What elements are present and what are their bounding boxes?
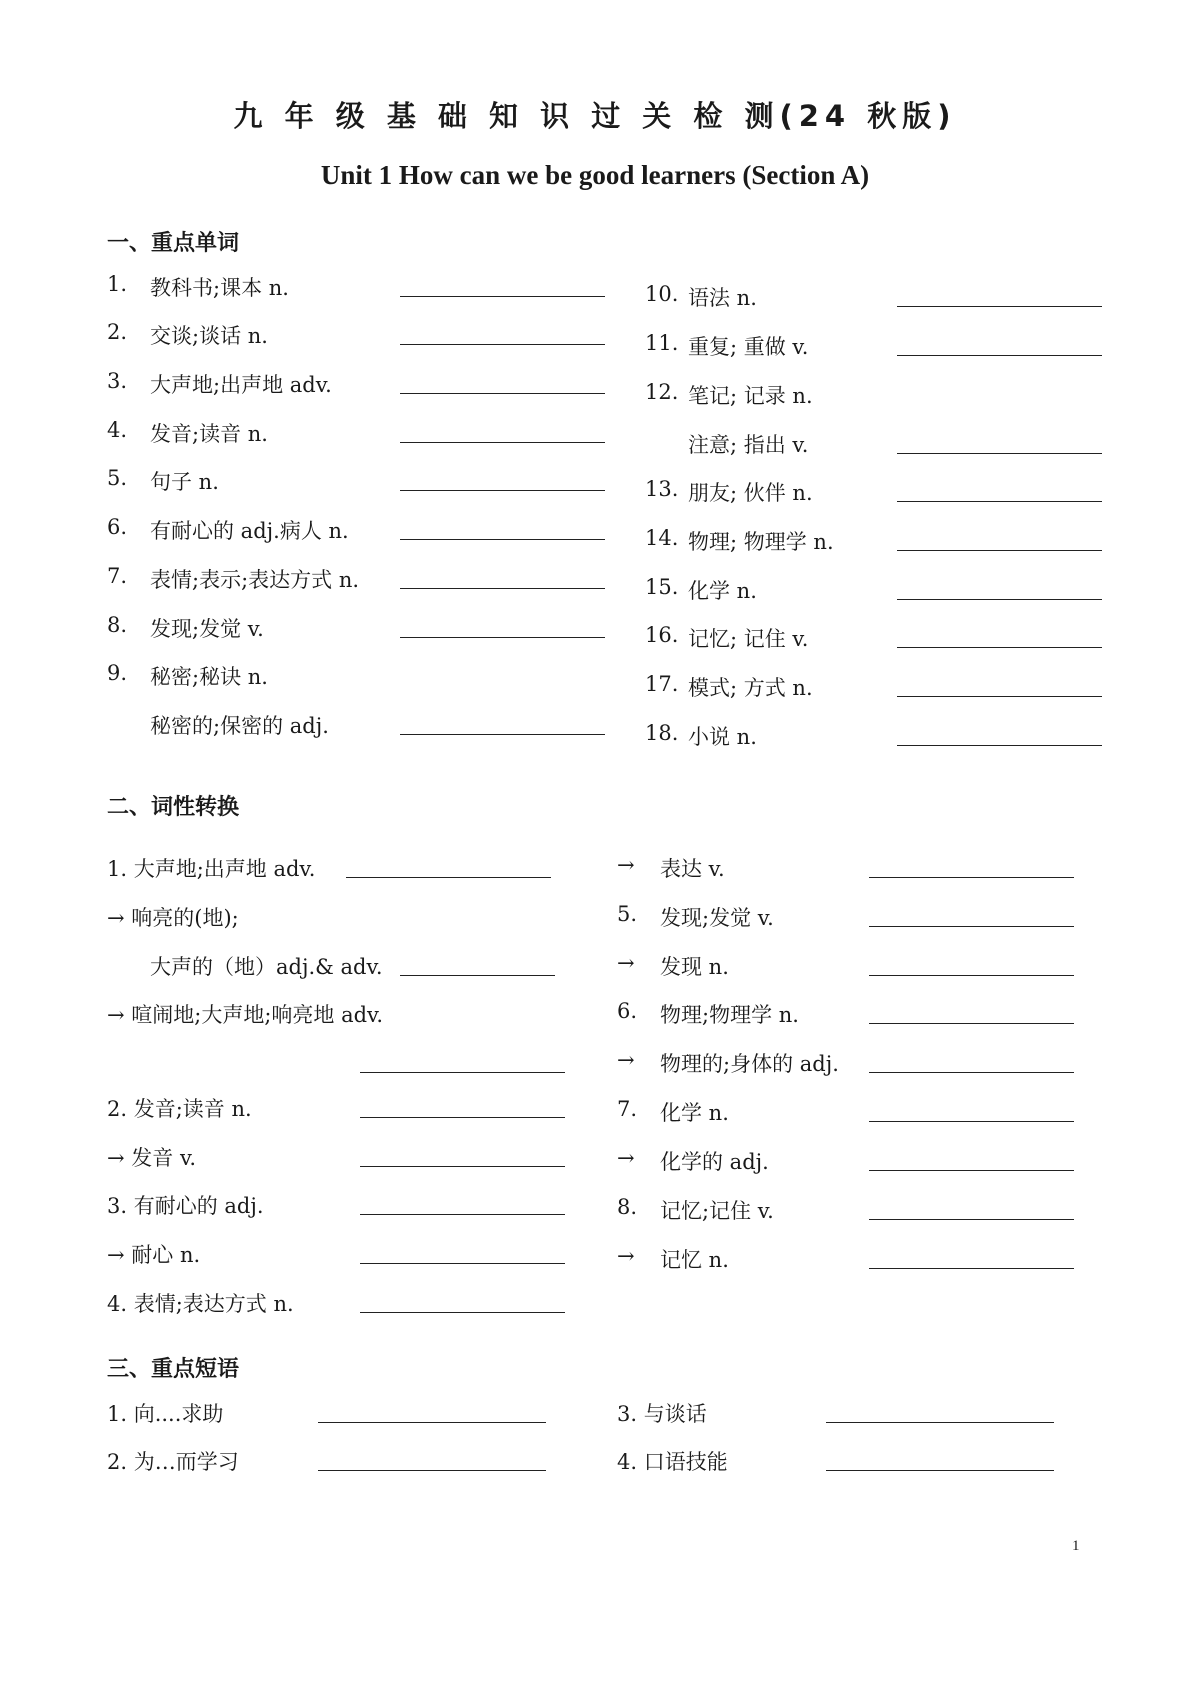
answer-blank[interactable] [400, 344, 605, 345]
vocab-num: 7. [107, 564, 128, 588]
section-heading-vocabulary: 一、重点单词 [107, 231, 240, 256]
vocab-num: 2. [107, 320, 128, 344]
vocab-text: 发现;发觉 v. [150, 617, 264, 641]
vocab-num: 9. [107, 661, 128, 685]
vocab-num: 5. [107, 466, 128, 490]
answer-blank[interactable] [897, 550, 1102, 551]
answer-blank[interactable] [346, 877, 551, 878]
conversion-item: 发现;发觉 v. [660, 906, 774, 930]
conversion-item: 4. 表情;表达方式 n. [107, 1292, 294, 1316]
vocab-num: 12. [645, 380, 679, 404]
answer-blank[interactable] [400, 296, 605, 297]
phrase-item: 2. 为…而学习 [107, 1450, 239, 1474]
answer-blank[interactable] [400, 490, 605, 491]
answer-blank[interactable] [400, 975, 555, 976]
vocab-num: 17. [645, 672, 679, 696]
conversion-num: → [617, 1048, 635, 1072]
conversion-item: → 耐心 n. [107, 1243, 201, 1267]
vocab-num: 8. [107, 613, 128, 637]
conversion-num: 7. [617, 1097, 638, 1121]
answer-blank[interactable] [869, 877, 1074, 878]
answer-blank[interactable] [360, 1263, 565, 1264]
vocab-text: 注意; 指出 v. [688, 433, 809, 457]
answer-blank[interactable] [897, 696, 1102, 697]
vocab-text: 大声地;出声地 adv. [150, 373, 332, 397]
answer-blank[interactable] [400, 588, 605, 589]
answer-blank[interactable] [400, 393, 605, 394]
answer-blank[interactable] [826, 1470, 1054, 1471]
conversion-item: 化学的 adj. [660, 1150, 769, 1174]
conversion-item: → 响亮的(地); [107, 906, 239, 930]
conversion-num: → [617, 1244, 635, 1268]
conversion-item: 3. 有耐心的 adj. [107, 1194, 264, 1218]
vocab-text: 笔记; 记录 n. [688, 384, 813, 408]
answer-blank[interactable] [360, 1166, 565, 1167]
page-title: 九 年 级 基 础 知 识 过 关 检 测(24 秋版) [233, 99, 957, 133]
vocab-text: 化学 n. [688, 579, 757, 603]
phrase-item: 1. 向....求助 [107, 1402, 224, 1426]
vocab-text: 教科书;课本 n. [150, 276, 289, 300]
vocab-num: 14. [645, 526, 679, 550]
conversion-item: → 喧闹地;大声地;响亮地 adv. [107, 1003, 384, 1027]
vocab-text: 秘密的;保密的 adj. [150, 714, 329, 738]
answer-blank[interactable] [360, 1312, 565, 1313]
answer-blank[interactable] [869, 1170, 1074, 1171]
conversion-item: 化学 n. [660, 1101, 729, 1125]
section-heading-conversion: 二、词性转换 [107, 795, 240, 820]
vocab-text: 句子 n. [150, 470, 219, 494]
answer-blank[interactable] [400, 539, 605, 540]
answer-blank[interactable] [826, 1422, 1054, 1423]
answer-blank[interactable] [869, 1219, 1074, 1220]
conversion-num: 6. [617, 999, 638, 1023]
answer-blank[interactable] [869, 975, 1074, 976]
conversion-num: 8. [617, 1195, 638, 1219]
vocab-num: 4. [107, 418, 128, 442]
phrase-item: 4. 口语技能 [617, 1450, 728, 1474]
conversion-item: 1. 大声地;出声地 adv. [107, 857, 316, 881]
vocab-text: 物理; 物理学 n. [688, 530, 834, 554]
conversion-item: 大声的（地）adj.& adv. [150, 955, 383, 979]
vocab-text: 重复; 重做 v. [688, 335, 809, 359]
answer-blank[interactable] [400, 734, 605, 735]
vocab-text: 发音;读音 n. [150, 422, 268, 446]
answer-blank[interactable] [869, 1072, 1074, 1073]
page-subtitle: Unit 1 How can we be good learners (Section A) [320, 160, 870, 190]
answer-blank[interactable] [897, 745, 1102, 746]
vocab-num: 11. [645, 331, 679, 355]
answer-blank[interactable] [869, 926, 1074, 927]
answer-blank[interactable] [400, 442, 605, 443]
conversion-num: → [617, 951, 635, 975]
answer-blank[interactable] [360, 1214, 565, 1215]
conversion-num: 5. [617, 902, 638, 926]
vocab-num: 16. [645, 623, 679, 647]
vocab-text: 语法 n. [688, 286, 757, 310]
answer-blank[interactable] [318, 1422, 546, 1423]
answer-blank[interactable] [360, 1072, 565, 1073]
vocab-num: 10. [645, 282, 679, 306]
answer-blank[interactable] [897, 355, 1102, 356]
answer-blank[interactable] [869, 1121, 1074, 1122]
answer-blank[interactable] [400, 637, 605, 638]
vocab-num: 6. [107, 515, 128, 539]
answer-blank[interactable] [897, 647, 1102, 648]
vocab-num: 1. [107, 272, 128, 296]
vocab-text: 交谈;谈话 n. [150, 324, 268, 348]
vocab-num: 3. [107, 369, 128, 393]
vocab-text: 秘密;秘诀 n. [150, 665, 268, 689]
section-heading-phrases: 三、重点短语 [107, 1357, 240, 1382]
answer-blank[interactable] [869, 1268, 1074, 1269]
phrase-item: 3. 与谈话 [617, 1402, 707, 1426]
answer-blank[interactable] [897, 599, 1102, 600]
vocab-text: 有耐心的 adj.病人 n. [150, 519, 349, 543]
vocab-text: 表情;表示;表达方式 n. [150, 568, 360, 592]
conversion-item: 物理的;身体的 adj. [660, 1052, 839, 1076]
vocab-num: 15. [645, 575, 679, 599]
vocab-text: 小说 n. [688, 725, 757, 749]
conversion-item: 表达 v. [660, 857, 725, 881]
page-number: 1 [1072, 1538, 1080, 1554]
answer-blank[interactable] [360, 1117, 565, 1118]
conversion-num: → [617, 1146, 635, 1170]
conversion-item: 发现 n. [660, 955, 729, 979]
answer-blank[interactable] [897, 306, 1102, 307]
conversion-item: → 发音 v. [107, 1146, 196, 1170]
answer-blank[interactable] [869, 1023, 1074, 1024]
answer-blank[interactable] [897, 453, 1102, 454]
vocab-num: 13. [645, 477, 679, 501]
vocab-num: 18. [645, 721, 679, 745]
conversion-item: 物理;物理学 n. [660, 1003, 799, 1027]
conversion-num: → [617, 853, 635, 877]
vocab-text: 记忆; 记住 v. [688, 627, 809, 651]
vocab-text: 模式; 方式 n. [688, 676, 813, 700]
answer-blank[interactable] [318, 1470, 546, 1471]
answer-blank[interactable] [897, 501, 1102, 502]
vocab-text: 朋友; 伙伴 n. [688, 481, 813, 505]
conversion-item: 记忆;记住 v. [660, 1199, 774, 1223]
conversion-item: 记忆 n. [660, 1248, 729, 1272]
conversion-item: 2. 发音;读音 n. [107, 1097, 252, 1121]
